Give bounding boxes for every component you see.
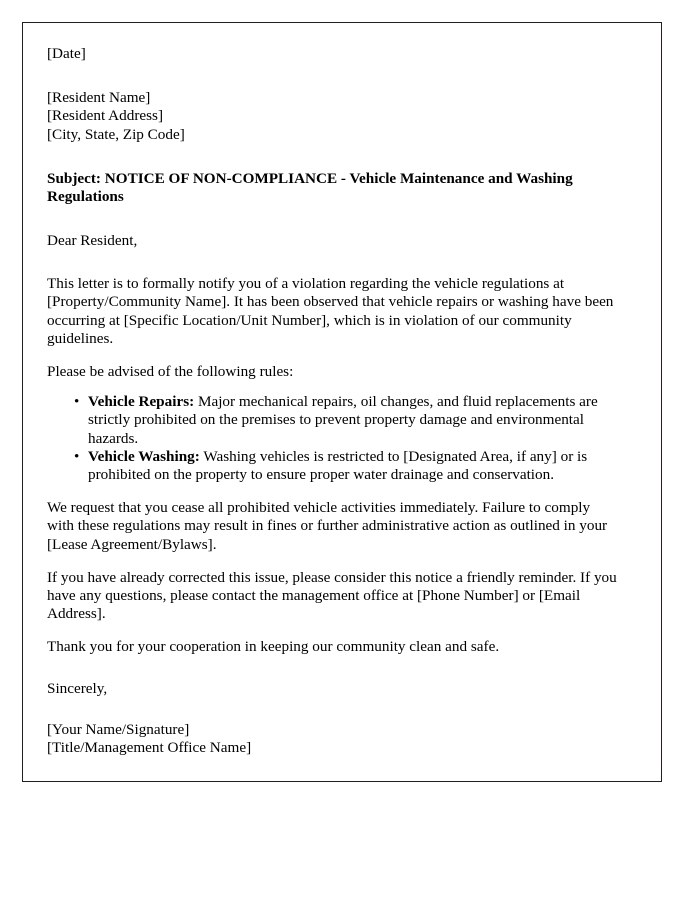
spacer-after-recipient bbox=[47, 144, 618, 170]
spacer-after-date bbox=[47, 63, 618, 89]
spacer-after-salutation bbox=[47, 250, 618, 275]
spacer-after-paragraph-1 bbox=[47, 348, 618, 363]
recipient-block bbox=[47, 89, 618, 144]
subject-line: Subject: NOTICE OF NON-COMPLIANCE - Vehicle Maintenance and Washing Regulations bbox=[47, 169, 573, 206]
recipient-name: [Resident Name] bbox=[47, 89, 151, 107]
spacer-before-closing bbox=[47, 657, 618, 680]
recipient-address: [Resident Address] bbox=[47, 107, 163, 125]
rule-lead: Vehicle Washing: bbox=[88, 447, 200, 465]
rule-text: Washing vehicles is restricted to [Designated Area, if any] or is prohibited on the property to ensure proper water drainage and conservation. bbox=[88, 447, 588, 484]
paragraph-thank-you: Thank you for your cooperation in keeping our community clean and safe. bbox=[47, 638, 500, 656]
recipient-city-state-zip: [City, State, Zip Code] bbox=[47, 125, 185, 143]
spacer-after-paragraph-3 bbox=[47, 623, 618, 638]
signature-block bbox=[47, 721, 618, 757]
paragraph-contact-info: If you have already corrected this issue, please consider this notice a friendly reminder. If you have any questions, please contact the management office at [Phone Number] or [Email Address]. bbox=[47, 568, 617, 623]
spacer-after-rules bbox=[47, 484, 618, 499]
list-item bbox=[88, 448, 618, 484]
salutation: Dear Resident, bbox=[47, 232, 138, 249]
rule-lead: Vehicle Repairs: bbox=[88, 393, 195, 411]
signature-name: [Your Name/Signature] bbox=[47, 720, 190, 738]
rules-list bbox=[47, 393, 618, 484]
spacer-before-rules bbox=[47, 381, 618, 393]
paragraph-cease-request: We request that you cease all prohibited vehicle activities immediately. Failure to comply with these regulations may result in fines or further administrative action as outlined in your [Lease Agreement/Bylaws]. bbox=[47, 499, 608, 553]
spacer-after-paragraph-2 bbox=[47, 554, 618, 569]
date-block bbox=[47, 45, 618, 63]
spacer-before-signature bbox=[47, 698, 618, 721]
spacer-after-subject bbox=[47, 207, 618, 232]
paragraph-violation-notice: This letter is to formally notify you of a violation regarding the vehicle regulations at [Property/Community Name]. It has been observed that vehicle repairs or washing have been occurring at [Specific Location/Unit Number], which is in violation of our community guidelines. bbox=[47, 275, 614, 347]
rule-text: Major mechanical repairs, oil changes, and fluid replacements are strictly prohibited on the premises to prevent property damage and environmental hazards. bbox=[88, 393, 598, 447]
list-item bbox=[88, 393, 618, 448]
document-page bbox=[22, 22, 662, 782]
letter-body bbox=[47, 45, 618, 757]
date-line: [Date] bbox=[47, 45, 86, 62]
signature-title: [Title/Management Office Name] bbox=[47, 739, 252, 757]
rules-intro: Please be advised of the following rules: bbox=[47, 363, 294, 381]
closing: Sincerely, bbox=[47, 679, 108, 697]
